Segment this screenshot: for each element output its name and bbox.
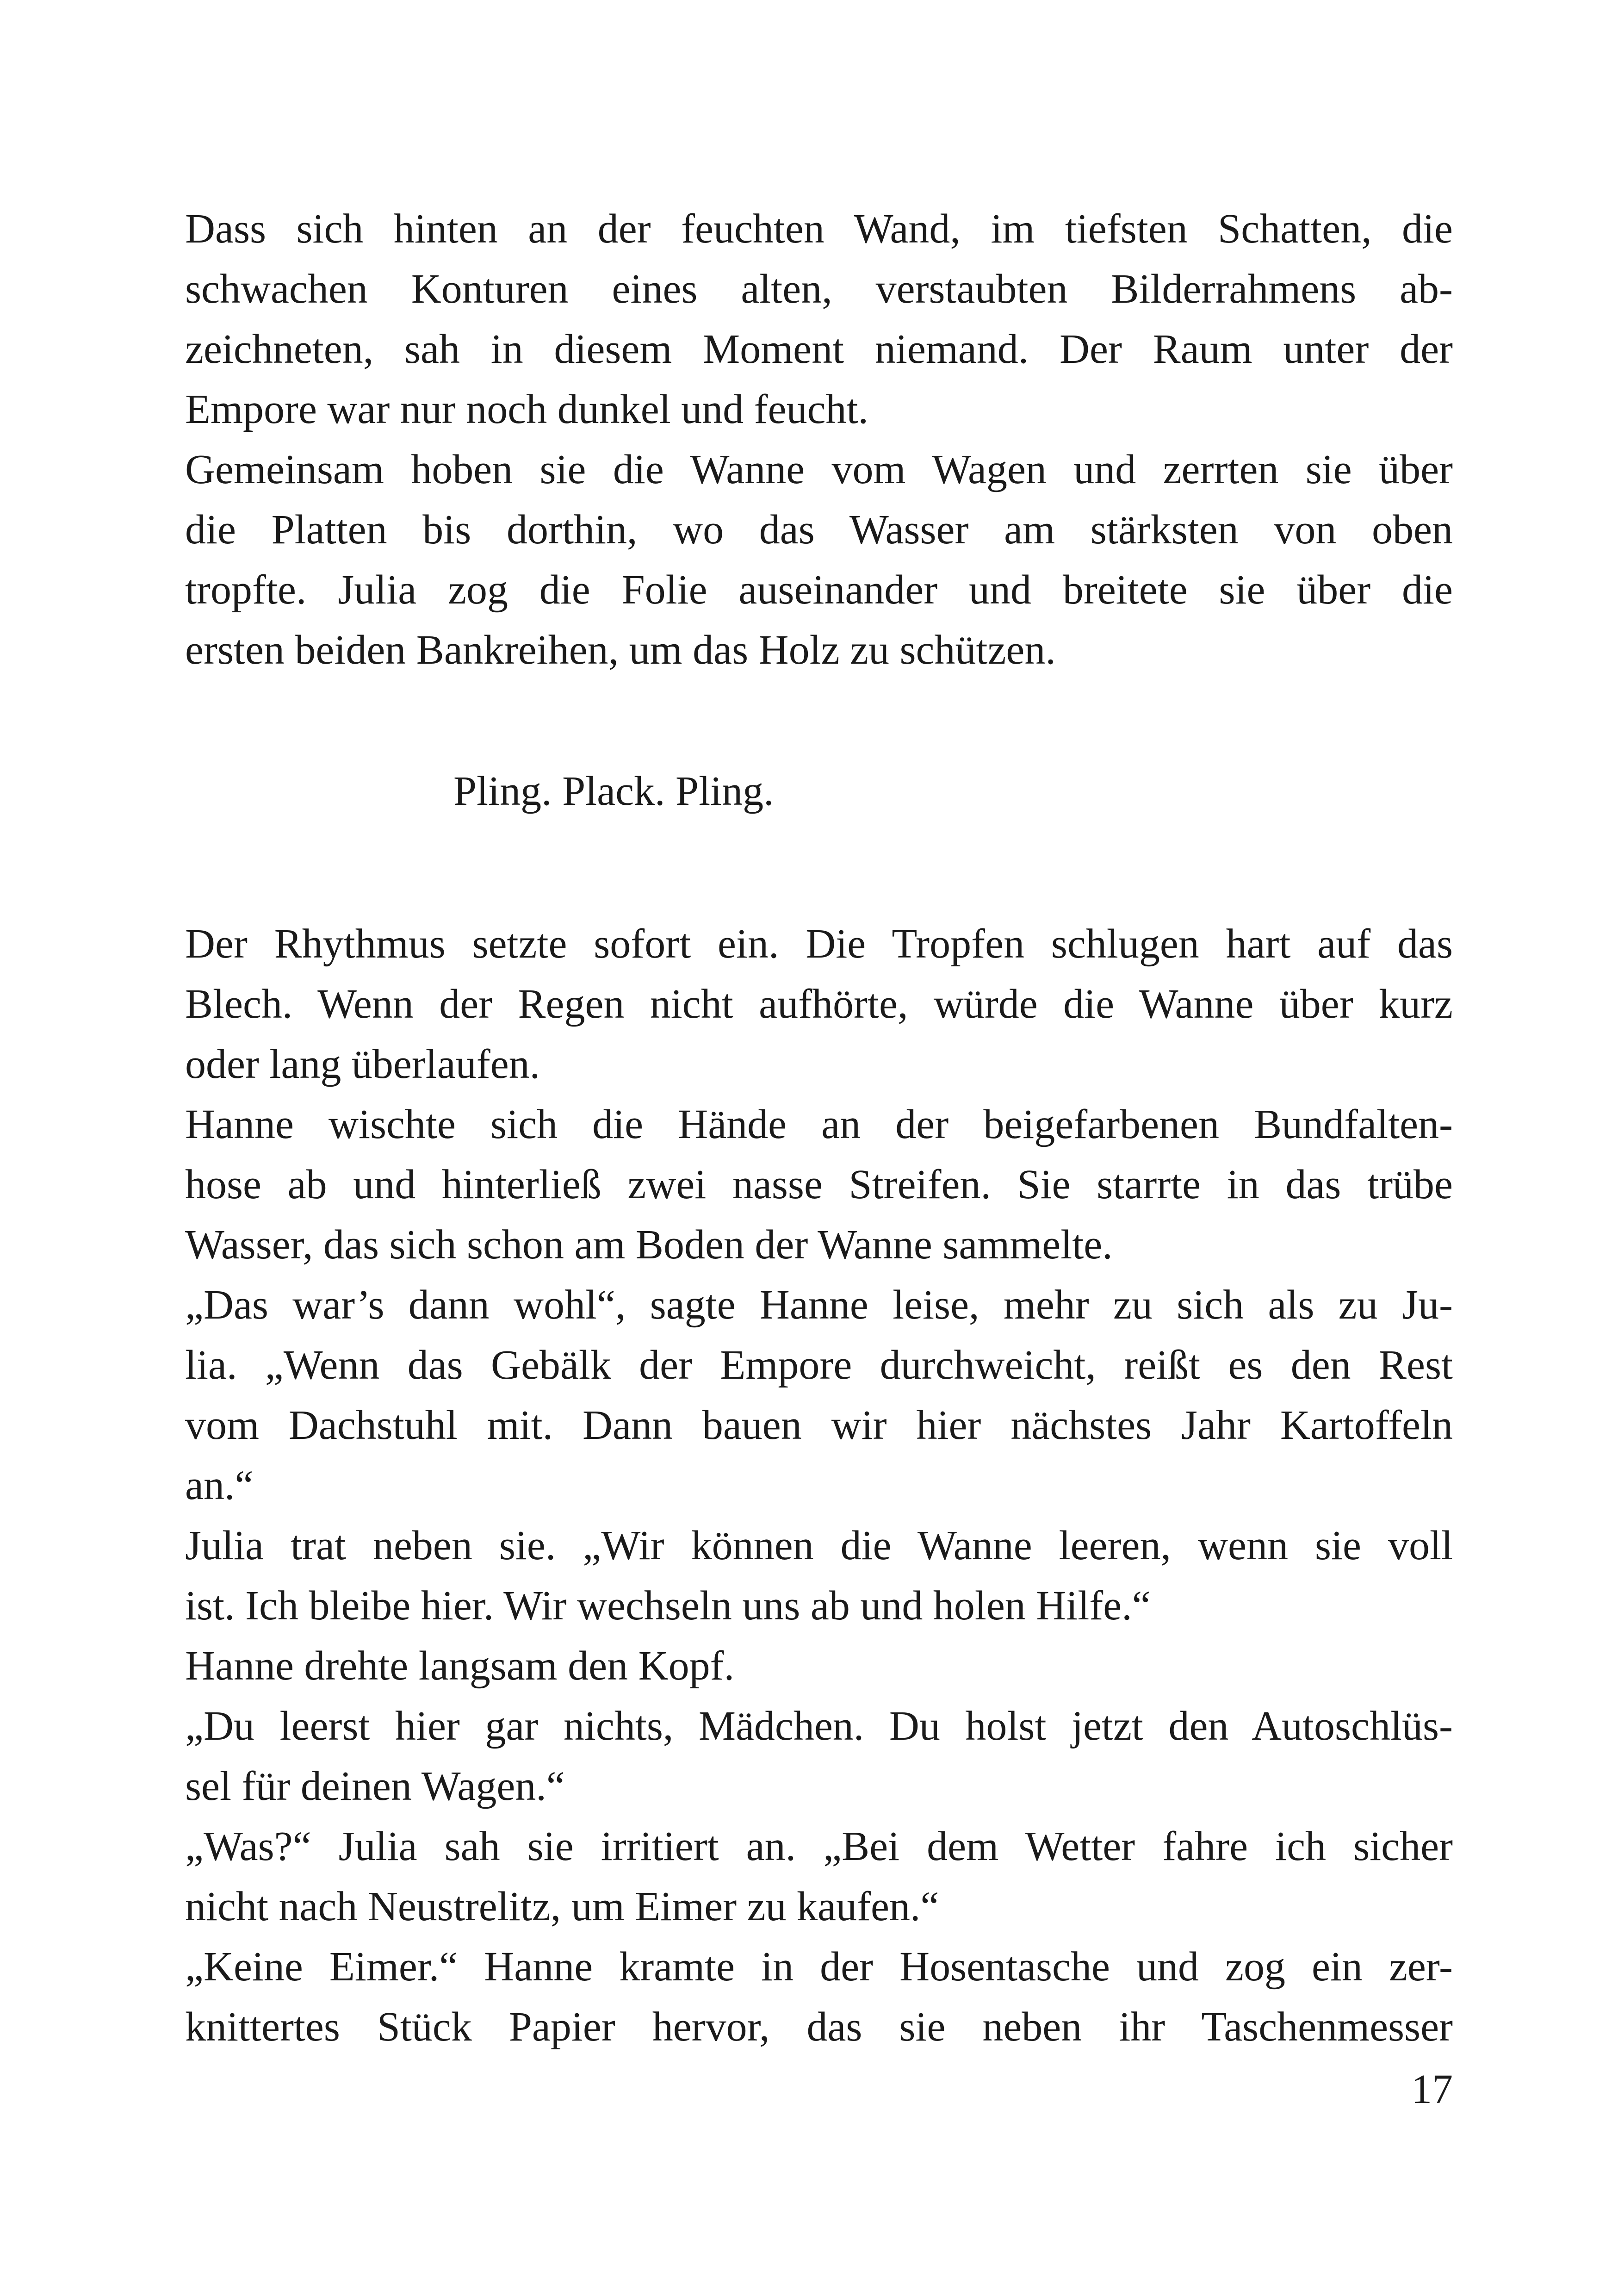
text-line: Hanne wischte sich die Hände an der beigefarbenen Bundfalten- xyxy=(185,1101,1453,1147)
sound-effect-block xyxy=(453,761,1101,821)
text-line: tropfte. Julia zog die Folie auseinander und breitete sie über die xyxy=(185,567,1453,613)
text-line: „Du leerst hier gar nichts, Mädchen. Du holst jetzt den Autoschlüs- xyxy=(185,1703,1453,1749)
text-line: „Was?“ Julia sah sie irritiert an. „Bei dem Wetter fahre ich sicher xyxy=(185,1823,1453,1869)
text-line: die Platten bis dorthin, wo das Wasser am stärksten von oben xyxy=(185,507,1453,553)
text-line: Der Rhythmus setzte sofort ein. Die Tropfen schlugen hart auf das xyxy=(185,921,1453,967)
text-line: nicht nach Neustrelitz, um Eimer zu kaufen.“ xyxy=(185,1884,939,1929)
sound-effect-line: Pling. Plack. Pling. xyxy=(453,768,774,814)
text-line: hose ab und hinterließ zwei nasse Streifen. Sie starrte in das trübe xyxy=(185,1162,1453,1207)
text-line: Gemeinsam hoben sie die Wanne vom Wagen und zerrten sie über xyxy=(185,447,1453,492)
text-line: Dass sich hinten an der feuchten Wand, im tiefsten Schatten, die xyxy=(185,206,1453,252)
text-line: vom Dachstuhl mit. Dann bauen wir hier nächstes Jahr Kartoffeln xyxy=(185,1402,1453,1448)
text-line: zeichneten, sah in diesem Moment niemand. Der Raum unter der xyxy=(185,326,1453,372)
text-line: Blech. Wenn der Regen nicht aufhörte, würde die Wanne über kurz xyxy=(185,981,1453,1027)
paragraph-block-2 xyxy=(185,914,1453,2057)
text-line: Julia trat neben sie. „Wir können die Wanne leeren, wenn sie voll xyxy=(185,1523,1453,1568)
text-line: sel für deinen Wagen.“ xyxy=(185,1763,565,1809)
text-line: knittertes Stück Papier hervor, das sie neben ihr Taschenmesser xyxy=(185,2004,1453,2050)
text-line: ersten beiden Bankreihen, um das Holz zu schützen. xyxy=(185,627,1056,673)
text-line: Wasser, das sich schon am Boden der Wanne sammelte. xyxy=(185,1222,1113,1268)
text-line: schwachen Konturen eines alten, verstaubten Bilderrahmens ab- xyxy=(185,266,1453,312)
page-number: 17 xyxy=(1411,2066,1453,2112)
text-line: oder lang überlaufen. xyxy=(185,1041,540,1087)
paragraph-block-1 xyxy=(185,199,1453,680)
text-line: „Keine Eimer.“ Hanne kramte in der Hosentasche und zog ein zer- xyxy=(185,1944,1453,1990)
text-line: Empore war nur noch dunkel und feucht. xyxy=(185,386,869,432)
text-line: Hanne drehte langsam den Kopf. xyxy=(185,1643,735,1689)
text-line: an.“ xyxy=(185,1462,254,1508)
text-line: lia. „Wenn das Gebälk der Empore durchweicht, reißt es den Rest xyxy=(185,1342,1453,1388)
text-line: ist. Ich bleibe hier. Wir wechseln uns ab und holen Hilfe.“ xyxy=(185,1583,1151,1629)
text-line: „Das war’s dann wohl“, sagte Hanne leise, mehr zu sich als zu Ju- xyxy=(185,1282,1453,1328)
